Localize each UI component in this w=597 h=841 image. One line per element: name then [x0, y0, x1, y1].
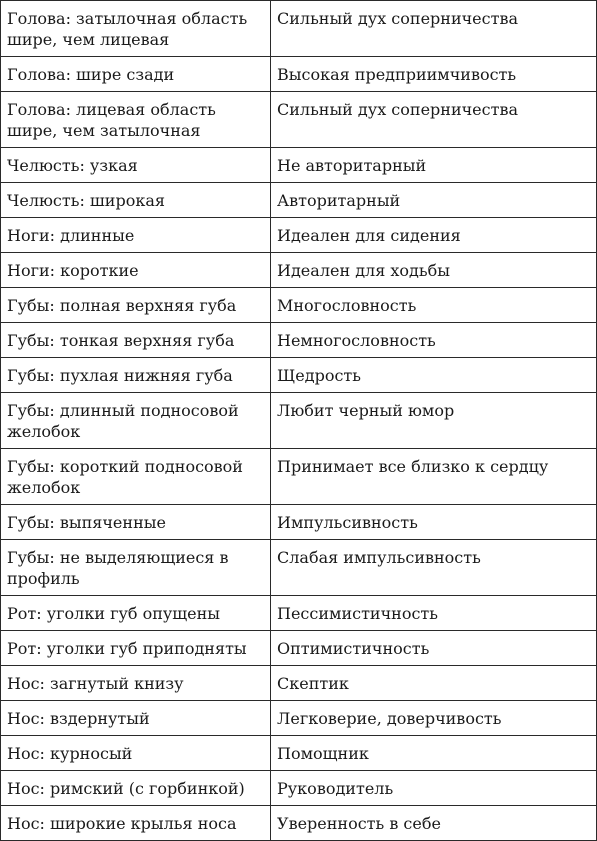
trait-cell: Импульсивность: [271, 505, 597, 540]
feature-cell: Губы: не выделяющиеся в профиль: [1, 540, 271, 596]
feature-cell: Нос: римский (с горбинкой): [1, 771, 271, 806]
trait-cell: Немногословность: [271, 323, 597, 358]
trait-cell: Авторитарный: [271, 183, 597, 218]
feature-cell: Нос: вздернутый: [1, 701, 271, 736]
trait-cell: Идеален для ходьбы: [271, 253, 597, 288]
feature-cell: Губы: длинный подносовой желобок: [1, 393, 271, 449]
trait-cell: Сильный дух соперничества: [271, 1, 597, 57]
table-row: [1, 771, 597, 806]
feature-cell: Голова: затылочная область шире, чем лицевая: [1, 1, 271, 57]
feature-cell: Рот: уголки губ приподняты: [1, 631, 271, 666]
table-row: [1, 505, 597, 540]
feature-cell: Голова: шире сзади: [1, 57, 271, 92]
trait-cell: Сильный дух соперничества: [271, 92, 597, 148]
feature-cell: Ноги: длинные: [1, 218, 271, 253]
table-row: [1, 183, 597, 218]
feature-cell: Нос: загнутый книзу: [1, 666, 271, 701]
feature-cell: Челюсть: широкая: [1, 183, 271, 218]
feature-cell: Губы: тонкая верхняя губа: [1, 323, 271, 358]
table-row: [1, 736, 597, 771]
table-row: [1, 806, 597, 841]
feature-cell: Губы: короткий подносовой желобок: [1, 449, 271, 505]
table-row: [1, 666, 597, 701]
table-row: [1, 323, 597, 358]
table-row: [1, 358, 597, 393]
feature-cell: Губы: пухлая нижняя губа: [1, 358, 271, 393]
feature-cell: Челюсть: узкая: [1, 148, 271, 183]
trait-cell: Уверенность в себе: [271, 806, 597, 841]
trait-cell: Пессимистичность: [271, 596, 597, 631]
feature-cell: Нос: курносый: [1, 736, 271, 771]
table-row: [1, 288, 597, 323]
feature-cell: Рот: уголки губ опущены: [1, 596, 271, 631]
table-row: [1, 631, 597, 666]
trait-cell: Щедрость: [271, 358, 597, 393]
table-row: [1, 701, 597, 736]
feature-cell: Нос: широкие крылья носа: [1, 806, 271, 841]
trait-cell: Не авторитарный: [271, 148, 597, 183]
feature-cell: Губы: полная верхняя губа: [1, 288, 271, 323]
table-row: [1, 1, 597, 57]
trait-cell: Принимает все близко к сердцу: [271, 449, 597, 505]
trait-cell: Скептик: [271, 666, 597, 701]
feature-cell: Ноги: короткие: [1, 253, 271, 288]
table-row: [1, 148, 597, 183]
trait-cell: Высокая предприимчивость: [271, 57, 597, 92]
table-row: [1, 393, 597, 449]
table-row: [1, 449, 597, 505]
trait-cell: Помощник: [271, 736, 597, 771]
table-row: [1, 253, 597, 288]
table-row: [1, 92, 597, 148]
trait-cell: Многословность: [271, 288, 597, 323]
feature-cell: Голова: лицевая область шире, чем затылочная: [1, 92, 271, 148]
table-row: [1, 218, 597, 253]
table-row: [1, 596, 597, 631]
feature-cell: Губы: выпяченные: [1, 505, 271, 540]
trait-cell: Оптимистичность: [271, 631, 597, 666]
trait-cell: Любит черный юмор: [271, 393, 597, 449]
trait-cell: Идеален для сидения: [271, 218, 597, 253]
trait-cell: Руководитель: [271, 771, 597, 806]
trait-cell: Слабая импульсивность: [271, 540, 597, 596]
trait-cell: Легковерие, доверчивость: [271, 701, 597, 736]
table-row: [1, 57, 597, 92]
table-row: [1, 540, 597, 596]
